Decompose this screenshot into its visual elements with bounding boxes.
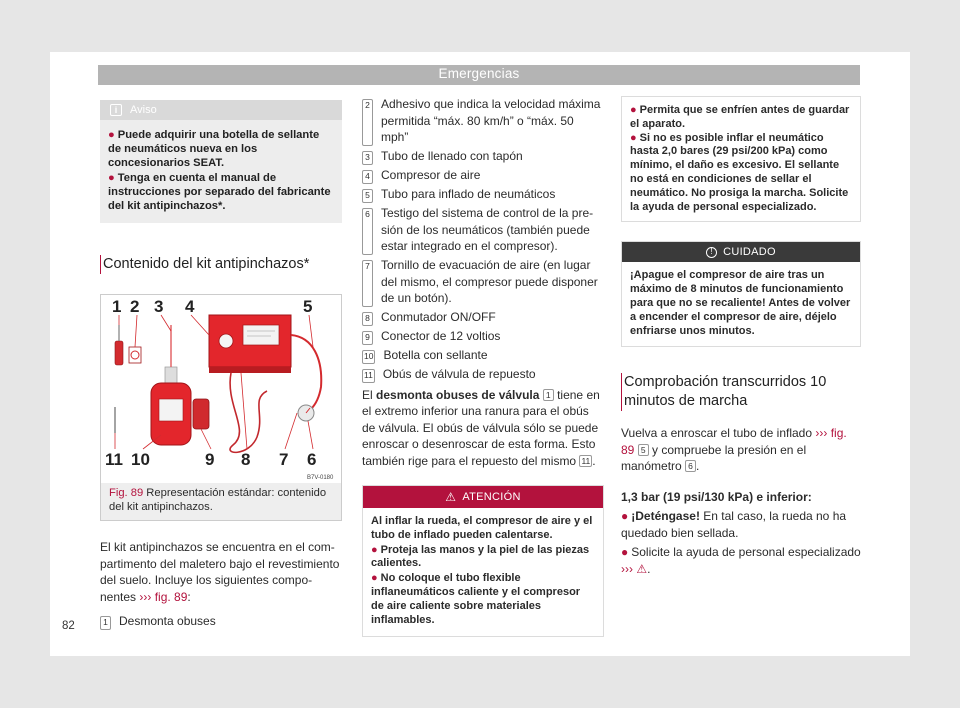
arrow-link[interactable]: ››› <box>139 589 152 604</box>
atencion-box <box>362 485 604 637</box>
figure-code: B7V-0180 <box>307 475 334 481</box>
callout-5: 5 <box>303 297 313 316</box>
item-number: 3 <box>362 151 373 165</box>
item-text: Tubo de llenado con tapón <box>381 149 523 163</box>
figure-caption-text: Representación estándar: contenido del kit antipinchazos. <box>109 487 327 513</box>
bullet-icon: ● <box>371 572 378 585</box>
item-text: Conector de 12 voltios <box>381 329 501 343</box>
item-ref: 1 <box>543 389 554 401</box>
info-icon: i <box>110 104 122 116</box>
list-item <box>100 613 342 630</box>
item-number: 5 <box>362 189 373 203</box>
list-item <box>362 366 604 383</box>
item-text: Obús de válvula de repuesto <box>382 367 536 381</box>
callout-10: 10 <box>131 450 150 469</box>
column-left <box>100 100 342 632</box>
column-right <box>621 96 861 577</box>
list-item <box>362 328 604 345</box>
aviso-label: Aviso <box>130 103 157 116</box>
item-text: Adhesivo que indica la velocidad máxima permitida “máx. 80 km/h” o “máx. 50 mph” <box>381 97 601 144</box>
item-number: 4 <box>362 170 373 184</box>
list-item <box>362 205 604 255</box>
kit-illustration <box>101 295 341 483</box>
list-item <box>362 148 604 165</box>
column-middle <box>362 96 604 637</box>
item-ref: 5 <box>638 444 649 456</box>
chapter-title: Emergencias <box>438 66 520 81</box>
warning-icon: ⚠ <box>445 489 457 504</box>
check-paragraph: Vuelva a enroscar el tubo de inflado ››› fig. 89 5 y compruebe la presión en el manómetro 6 . <box>621 426 847 474</box>
cuidado-box <box>621 241 861 347</box>
bullet-icon: ● <box>621 509 629 524</box>
figure-caption <box>101 483 341 520</box>
atencion-continued-box <box>621 96 861 222</box>
atencion-intro: Al inflar la rueda, el compresor de aire y el tubo de inflado pueden calentarse. <box>371 515 593 541</box>
chapter-header-bar <box>98 65 860 85</box>
arrow-link[interactable]: ››› <box>815 426 828 441</box>
atencion-header <box>363 486 603 508</box>
bullet-icon: ● <box>108 129 115 141</box>
item-number: 10 <box>362 350 375 364</box>
item-text: Tornillo de evacuación de aire (en lugar del mismo, el compresor puede disponer de un botón). <box>381 258 598 305</box>
callout-9: 9 <box>205 450 215 469</box>
warning-icon[interactable]: ⚠ <box>636 561 648 576</box>
result-heading: 1,3 bar (19 psi/130 kPa) e inferior: <box>621 489 812 504</box>
list-item <box>362 309 604 326</box>
cuidado-label: CUIDADO <box>723 246 776 259</box>
callout-3: 3 <box>154 297 164 316</box>
valve-paragraph: El desmonta obuses de válvula 1 tiene en el extremo inferior una ranura para el obús de válvula. El obús de válvula sólo se puede enroscar o desenroscar de esta forma. Esto también rige para el repuesto del mismo 11 . <box>362 387 600 468</box>
aviso-body <box>100 120 342 223</box>
item-number: 2 <box>362 99 373 146</box>
item-text: Botella con sellante <box>383 348 488 362</box>
bullet-icon: ● <box>630 131 637 144</box>
kit-drawing <box>101 295 341 483</box>
figure-link[interactable]: fig. 89 <box>621 426 847 457</box>
caution-icon: ! <box>706 247 717 258</box>
callout-1: 1 <box>112 297 122 316</box>
result-bullet: ● ¡Deténgase! En tal caso, la rueda no ha quedado bien sellada. <box>621 509 847 540</box>
atencion-bullet: ● Proteja las manos y la piel de las piezas calientes. <box>371 543 590 570</box>
bold-term: desmonta obuses de válvula <box>376 387 540 402</box>
figure-89 <box>100 294 342 521</box>
aviso-box <box>100 100 342 223</box>
callout-2: 2 <box>130 297 140 316</box>
item-text: Testigo del sistema de control de la presión de los neumáticos (también puede estar integrado en el compresor). <box>381 206 594 253</box>
cuidado-body: ¡Apague el compresor de aire tras un máximo de 8 minutos de funcionamiento para que no se recaliente! Antes de volver a encender el compresor de aire, déjelo enfriarse unos minutos. <box>630 269 851 337</box>
kit-intro-paragraph: El kit antipinchazos se encuentra en el compartimento del maletero bajo el revestimiento del suelo. Incluye los siguientes componentes ››› fig. 89: <box>100 540 340 604</box>
section-title-check: Comprobación transcurridos 10 minutos de marcha <box>621 373 861 411</box>
callout-7: 7 <box>279 450 289 469</box>
arrow-link[interactable]: ››› <box>621 561 633 576</box>
figure-label: Fig. 89 <box>109 487 144 499</box>
callout-6: 6 <box>307 450 317 469</box>
item-text: Tubo para inflado de neumáticos <box>381 187 556 201</box>
list-item <box>362 257 604 307</box>
cuidado-header <box>622 242 860 262</box>
aviso-bullet: ● Puede adquirir una botella de sellante de neumáticos nueva en los concesionarios SEAT. <box>108 129 320 169</box>
callout-4: 4 <box>185 297 195 316</box>
list-item <box>362 347 604 364</box>
list-item <box>362 186 604 203</box>
aviso-header <box>100 100 342 120</box>
list-item <box>362 96 604 146</box>
figure-link[interactable]: fig. 89 <box>151 589 188 604</box>
atencion-continued-body <box>622 97 860 221</box>
page-number: 82 <box>62 620 75 632</box>
atencion-label: ATENCIÓN <box>462 490 521 503</box>
bullet-icon: ● <box>630 104 637 116</box>
aviso-bullet: ● Tenga en cuenta el manual de instrucciones por separado del fabricante del kit antipinchazos*. <box>108 172 331 212</box>
section-title-kit: Contenido del kit antipinchazos* <box>100 255 342 274</box>
atencion-body <box>363 508 603 636</box>
item-text: Conmutador ON/OFF <box>381 310 496 324</box>
item-number: 1 <box>100 616 111 630</box>
callout-8: 8 <box>241 450 251 469</box>
callout-11: 11 <box>105 450 123 469</box>
list-item <box>362 167 604 184</box>
atencion-bullet: ● Si no es posible inflar el neumático hasta 2,0 bares (29 psi/200 kPa) como mínimo, el daño es excesivo. El sellante no está en condiciones de sellar el neumático. No prosiga la marcha. Solicite la ayuda de personal especializado. <box>630 131 849 213</box>
atencion-bullet: ● Permita que se enfríen antes de guardar el aparato. <box>630 104 850 130</box>
bullet-icon: ● <box>371 543 378 556</box>
bullet-icon: ● <box>108 172 115 184</box>
bullet-icon: ● <box>621 545 629 560</box>
item-number: 9 <box>362 331 373 345</box>
item-number: 7 <box>362 260 373 307</box>
item-number: 8 <box>362 312 373 326</box>
item-text: Compresor de aire <box>381 168 481 182</box>
item-number: 6 <box>362 208 373 255</box>
atencion-bullet: ● No coloque el tubo flexible inflaneumáticos caliente y el compresor de aire caliente sobre materiales inflamables. <box>371 572 581 626</box>
item-text: Desmonta obuses <box>119 614 216 628</box>
item-number: 11 <box>362 369 375 383</box>
result-bullet: ● Solicite la ayuda de personal especializado ››› ⚠. <box>621 545 861 576</box>
item-ref: 11 <box>581 455 591 466</box>
item-ref: 6 <box>685 460 696 472</box>
